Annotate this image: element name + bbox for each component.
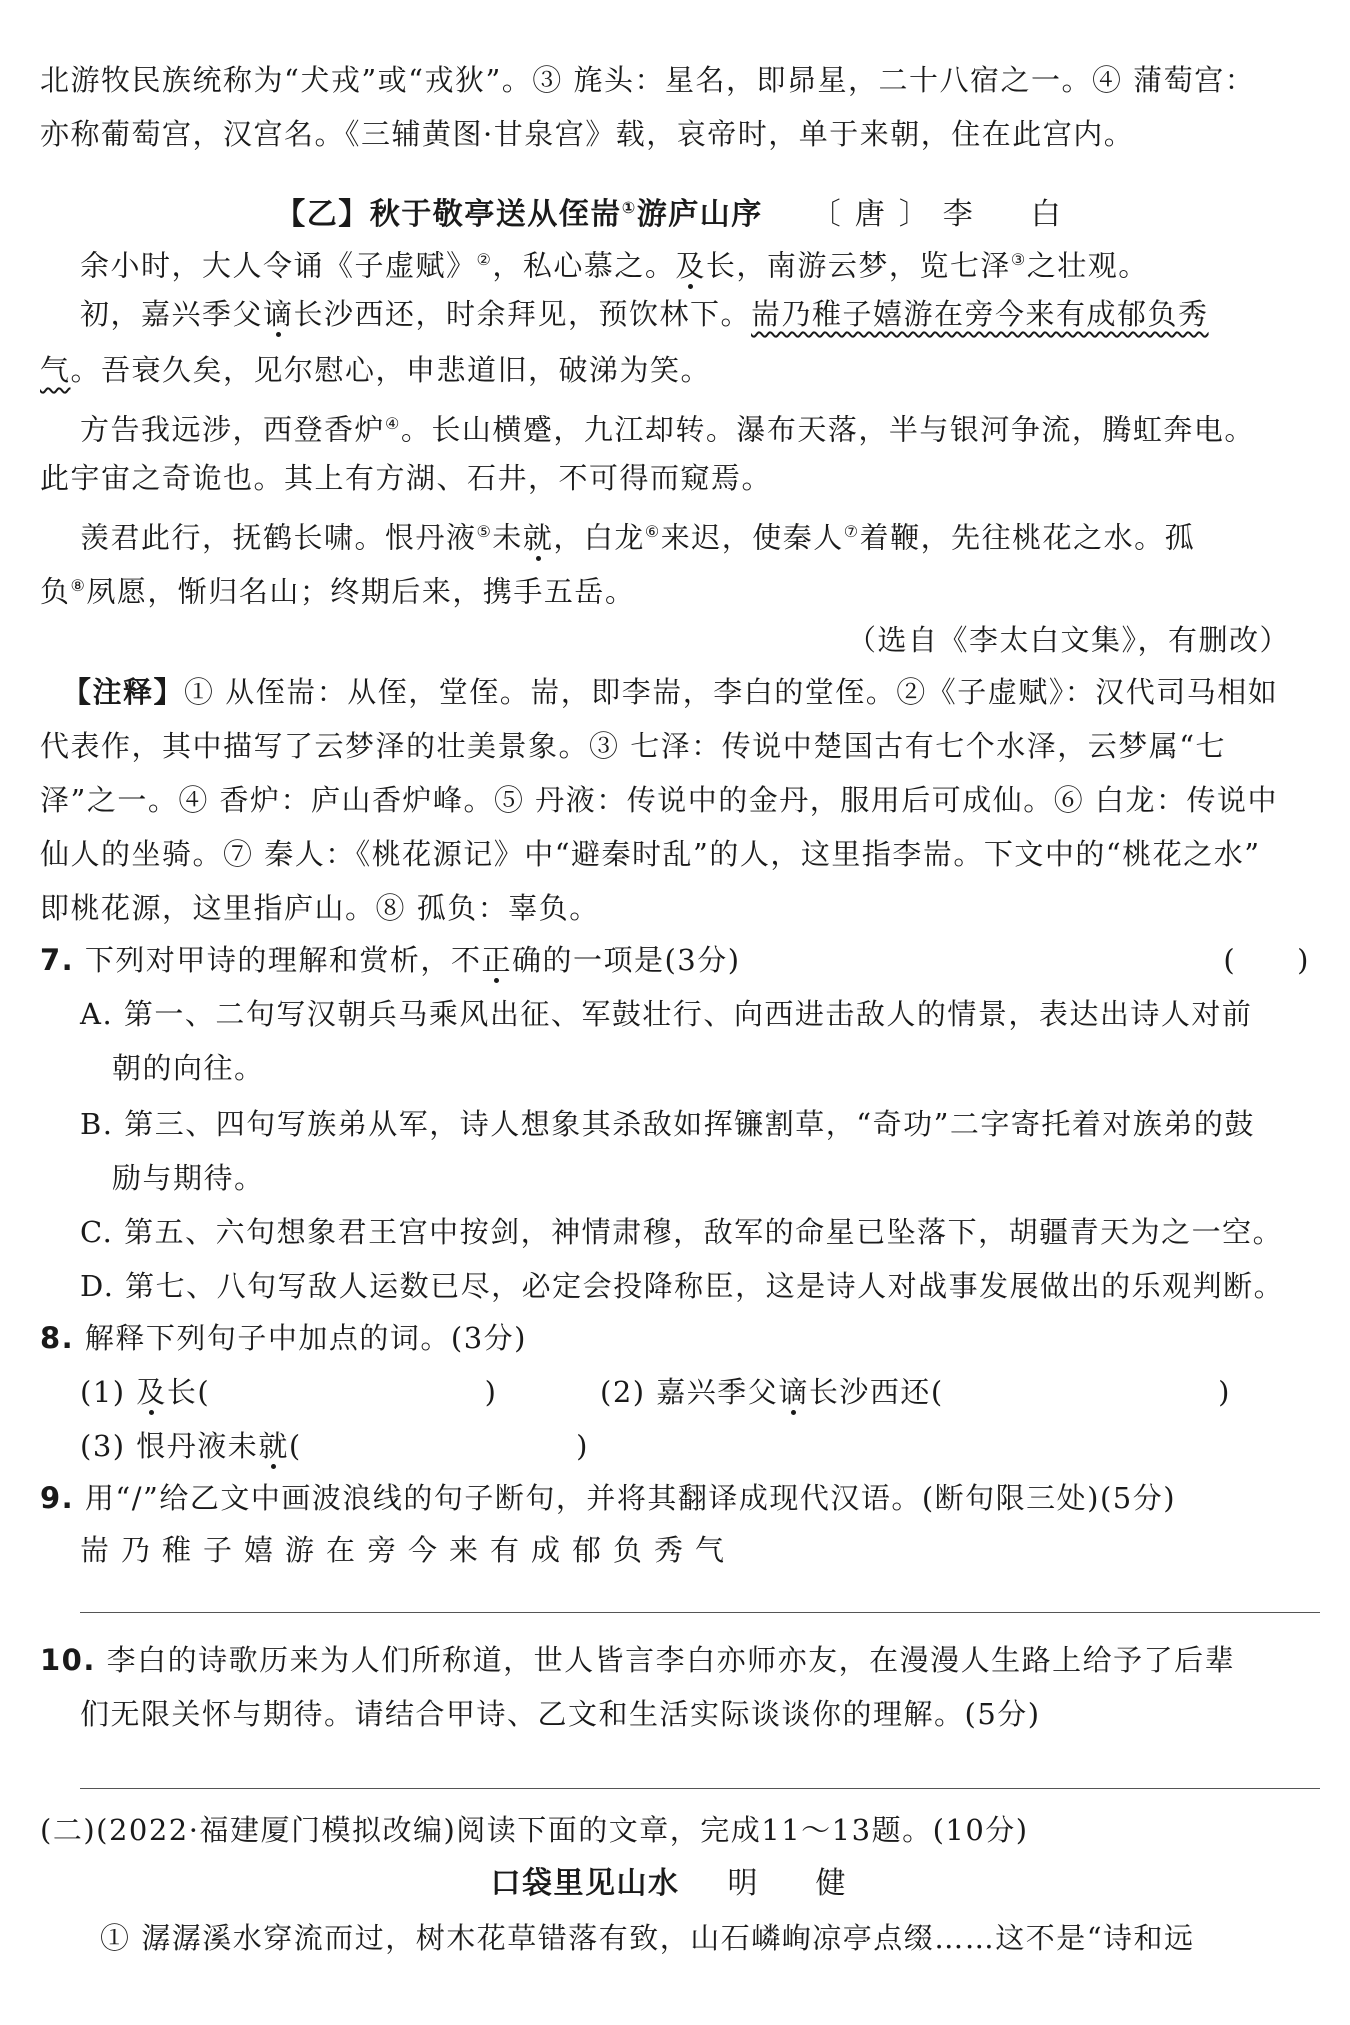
emphasis-dot-char: 及 [136,1375,167,1409]
question-10-stem: 10. 李白的诗歌历来为人们所称道，世人皆言李白亦师亦友，在漫漫人生路上给予了后辈 [40,1643,1236,1677]
section-heading: (二)(2022·福建厦门模拟改编)阅读下面的文章，完成11～13题。(10分) [40,1813,1029,1847]
emphasis-dot-char: 不正确 [450,943,543,977]
passage-line: 此宇宙之奇诡也。其上有方湖、石井，不可得而窥焉。 [40,461,773,495]
question-9-stem: 9. 用“/”给乙文中画波浪线的句子断句，并将其翻译成现代汉语。(断句限三处)(5分) [40,1481,1177,1515]
emphasis-dot-char: 就 [258,1429,289,1463]
option-b: B. 第三、四句写族弟从军，诗人想象其杀敌如挥镰割草，“奇功”二字寄托着对族弟的鼓 [80,1107,1255,1141]
answer-parentheses[interactable]: ( ) [1223,943,1310,977]
article-title: 口袋里见山水 明 健 [490,1866,860,1901]
question-8-stem: 8. 解释下列句子中加点的词。(3分) [40,1321,528,1355]
wavy-underlined-sentence: 耑乃稚子嬉游在旁今来有成郁负秀 [751,297,1209,331]
note-line: 北游牧民族统称为“犬戎”或“戎狄”。③ 旄头：星名，即昴星，二十八宿之一。④ 蒲萄宫： [40,63,1256,97]
question-8-item-2[interactable]: (2) 嘉兴季父谪长沙西还( ) [600,1375,1231,1409]
passage-author: 〔唐〕李 白 [810,197,1075,232]
emphasis-dot-char: 就 [522,520,554,555]
annotation-line: 【注释】① 从侄耑：从侄，堂侄。耑，即李耑，李白的堂侄。②《子虚赋》：汉代司马相如 [62,675,1279,709]
emphasis-dot-char: 谪 [778,1375,809,1409]
article-author: 明 健 [727,1866,860,1901]
passage-paragraph: 方告我远涉，西登香炉④。长山横蹙，九江却转。瀑布天落，半与银河争流，腾虹奔电。 [80,412,1255,447]
article-paragraph: ① 潺潺溪水穿流而过，树木花草错落有致，山石嶙峋凉亭点缀……这不是“诗和远 [100,1921,1195,1955]
source-citation: （选自《李太白文集》，有删改） [846,623,1290,657]
passage-line: 负⑧夙愿，惭归名山；终期后来，携手五岳。 [40,574,636,609]
question-number: 9. [40,1481,75,1515]
annotation-label: 【注释】 [62,675,185,709]
annotation-line: 仙人的坐骑。⑦ 秦人：《桃花源记》中“避秦时乱”的人，这里指李耑。下文中的“桃花之水” [40,837,1261,871]
question-8-item-3[interactable]: (3) 恨丹液未就( ) [80,1429,589,1463]
annotation-line: 泽”之一。④ 香炉：庐山香炉峰。⑤ 丹液：传说中的金丹，服用后可成仙。⑥ 白龙：传说中 [40,783,1278,817]
question-7-stem: 7. 下列对甲诗的理解和赏析，不正确的一项是(3分) [40,943,741,977]
option-d: D. 第七、八句写敌人运数已尽，必定会投降称臣，这是诗人对战事发展做出的乐观判断。 [80,1269,1285,1303]
option-b-cont: 励与期待。 [112,1161,265,1195]
passage-line: 气。吾衰久矣，见尔慰心，申悲道旧，破涕为笑。 [40,353,712,387]
passage-paragraph: 初，嘉兴季父谪长沙西还，时余拜见，预饮林下。耑乃稚子嬉游在旁今来有成郁负秀 [80,297,1209,331]
emphasis-dot-char: 及 [675,248,706,283]
answer-line[interactable] [80,1788,1320,1789]
annotation-line: 即桃花源，这里指庐山。⑧ 孤负：辜负。 [40,891,600,925]
question-number: 7. [40,943,75,977]
option-a-cont: 朝的向往。 [112,1051,265,1085]
passage-paragraph: 羡君此行，抚鹤长啸。恨丹液⑤未就，白龙⑥来迟，使秦人⑦着鞭，先往桃花之水。孤 [80,520,1196,555]
option-a: A. 第一、二句写汉朝兵马乘风出征、军鼓壮行、向西进击敌人的情景，表达出诗人对前 [80,997,1253,1031]
note-line: 亦称葡萄宫，汉宫名。《三辅黄图·甘泉宫》载，哀帝时，单于来朝，住在此宫内。 [40,117,1135,151]
question-number: 10. [40,1643,96,1677]
question-10-stem-cont: 们无限关怀与期待。请结合甲诗、乙文和生活实际谈谈你的理解。(5分) [80,1697,1041,1731]
option-c: C. 第五、六句想象君王宫中按剑，神情肃穆，敌军的命星已坠落下，胡疆青天为之一空。 [80,1215,1284,1249]
question-number: 8. [40,1321,75,1355]
emphasis-dot-char: 谪 [263,297,294,331]
question-8-item-1[interactable]: (1) 及长( ) [80,1375,498,1409]
wavy-underlined-sentence: 气 [40,353,71,387]
passage-title: 【乙】秋于敬亭送从侄耑①游庐山序 〔唐〕李 白 [275,197,1075,232]
annotation-line: 代表作，其中描写了云梦泽的壮美景象。③ 七泽：传说中楚国古有七个水泽，云梦属“七 [40,729,1227,763]
passage-paragraph: 余小时，大人令诵《子虚赋》②，私心慕之。及长，南游云梦，览七泽③之壮观。 [80,248,1149,283]
question-9-sentence: 耑乃稚子嬉游在旁今来有成郁负秀气 [80,1533,737,1567]
answer-line[interactable] [80,1612,1320,1613]
